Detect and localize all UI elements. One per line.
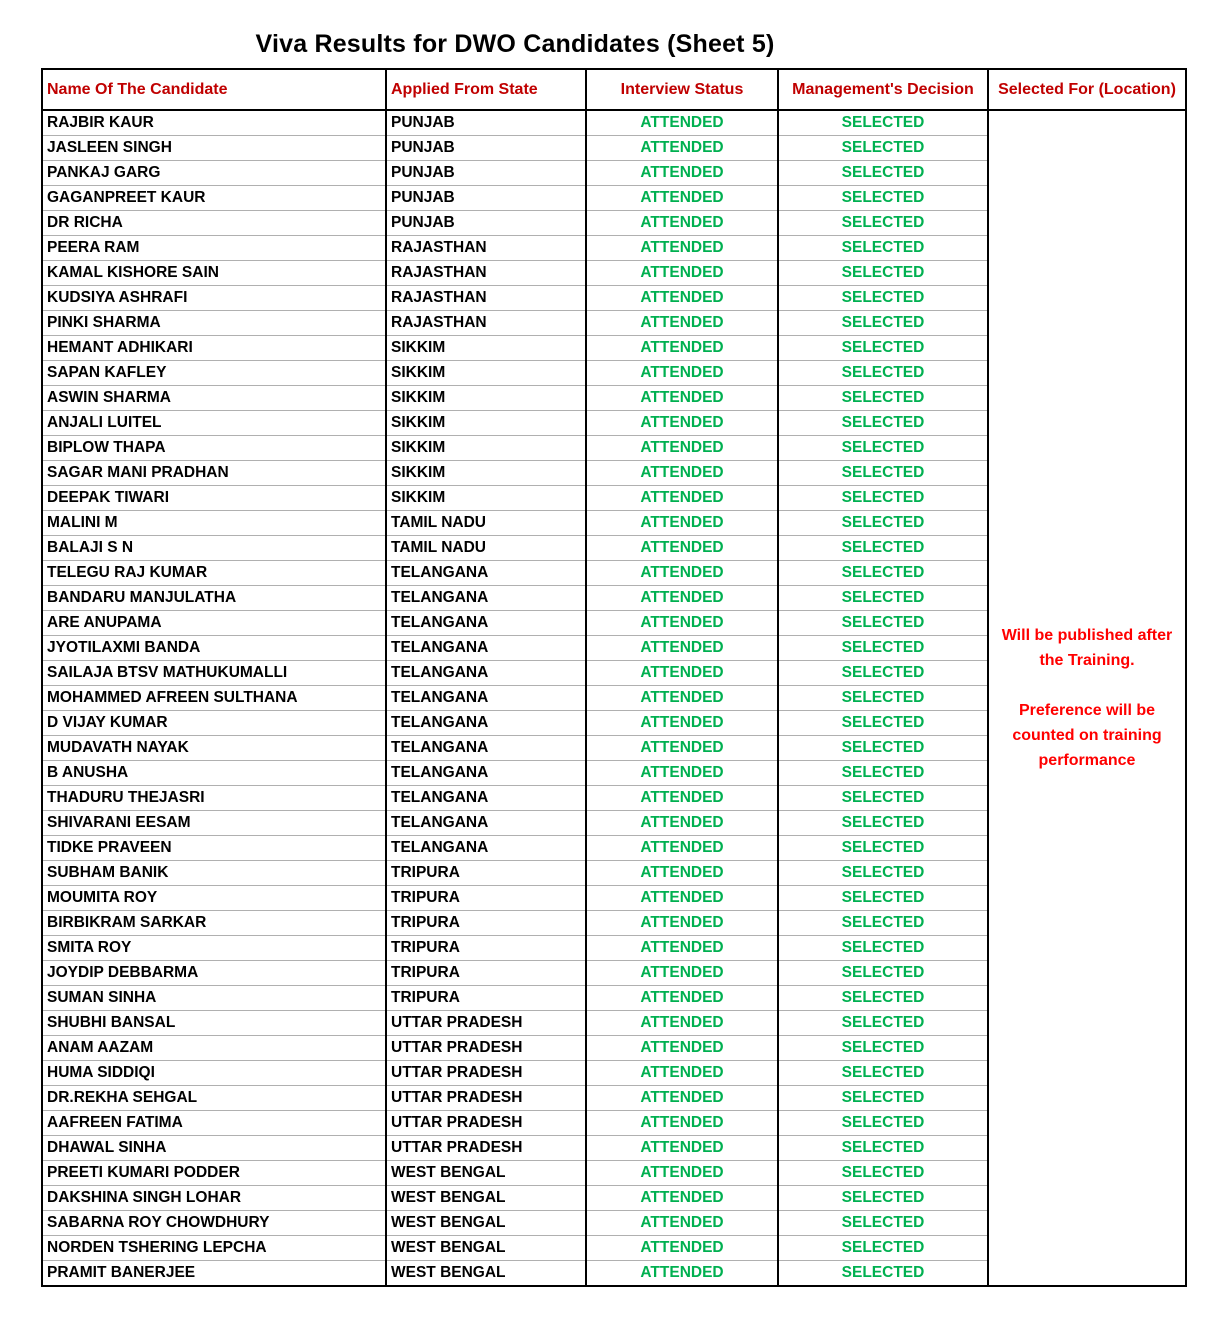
- management-decision-cell[interactable]: SELECTED: [778, 1161, 988, 1186]
- candidate-name-cell[interactable]: SAGAR MANI PRADHAN: [42, 461, 386, 486]
- interview-status-cell[interactable]: ATTENDED: [586, 361, 778, 386]
- interview-status-cell[interactable]: ATTENDED: [586, 886, 778, 911]
- interview-status-cell[interactable]: ATTENDED: [586, 986, 778, 1011]
- management-decision-cell[interactable]: SELECTED: [778, 861, 988, 886]
- candidate-name-cell[interactable]: MALINI M: [42, 511, 386, 536]
- page-title: Viva Results for DWO Candidates (Sheet 5): [255, 30, 775, 58]
- interview-status-cell[interactable]: ATTENDED: [586, 1261, 778, 1287]
- interview-status-cell[interactable]: ATTENDED: [586, 661, 778, 686]
- applied-state-cell[interactable]: TELANGANA: [386, 686, 586, 711]
- candidate-name-cell[interactable]: DR RICHA: [42, 211, 386, 236]
- table-body: [42, 110, 1186, 1286]
- interview-status-cell[interactable]: ATTENDED: [586, 186, 778, 211]
- management-decision-cell[interactable]: SELECTED: [778, 561, 988, 586]
- candidate-name-cell[interactable]: SAPAN KAFLEY: [42, 361, 386, 386]
- candidate-name-cell[interactable]: JASLEEN SINGH: [42, 136, 386, 161]
- management-decision-cell[interactable]: SELECTED: [778, 411, 988, 436]
- interview-status-cell[interactable]: ATTENDED: [586, 1111, 778, 1136]
- applied-state-cell[interactable]: TELANGANA: [386, 611, 586, 636]
- applied-state-cell[interactable]: TELANGANA: [386, 761, 586, 786]
- management-decision-cell[interactable]: SELECTED: [778, 486, 988, 511]
- applied-state-cell[interactable]: TAMIL NADU: [386, 511, 586, 536]
- applied-state-cell[interactable]: UTTAR PRADESH: [386, 1011, 586, 1036]
- table-header: [42, 69, 1186, 110]
- candidate-name-cell[interactable]: JYOTILAXMI BANDA: [42, 636, 386, 661]
- interview-status-cell[interactable]: ATTENDED: [586, 461, 778, 486]
- candidate-name-cell[interactable]: DEEPAK TIWARI: [42, 486, 386, 511]
- interview-status-cell[interactable]: ATTENDED: [586, 1236, 778, 1261]
- candidate-name-cell[interactable]: AAFREEN FATIMA: [42, 1111, 386, 1136]
- interview-status-cell[interactable]: ATTENDED: [586, 161, 778, 186]
- management-decision-cell[interactable]: SELECTED: [778, 161, 988, 186]
- candidate-name-cell[interactable]: BIRBIKRAM SARKAR: [42, 911, 386, 936]
- applied-state-cell[interactable]: WEST BENGAL: [386, 1161, 586, 1186]
- interview-status-cell[interactable]: ATTENDED: [586, 836, 778, 861]
- candidate-name-cell[interactable]: B ANUSHA: [42, 761, 386, 786]
- management-decision-cell[interactable]: SELECTED: [778, 611, 988, 636]
- candidate-name-cell[interactable]: BALAJI S N: [42, 536, 386, 561]
- interview-status-cell[interactable]: ATTENDED: [586, 911, 778, 936]
- applied-state-cell[interactable]: WEST BENGAL: [386, 1211, 586, 1236]
- candidate-name-cell[interactable]: SMITA ROY: [42, 936, 386, 961]
- applied-state-cell[interactable]: TRIPURA: [386, 936, 586, 961]
- candidate-name-cell[interactable]: PANKAJ GARG: [42, 161, 386, 186]
- interview-status-cell[interactable]: ATTENDED: [586, 711, 778, 736]
- management-decision-cell[interactable]: SELECTED: [778, 511, 988, 536]
- applied-state-cell[interactable]: TELANGANA: [386, 736, 586, 761]
- applied-state-cell[interactable]: TELANGANA: [386, 786, 586, 811]
- interview-status-cell[interactable]: ATTENDED: [586, 1136, 778, 1161]
- applied-state-cell[interactable]: TRIPURA: [386, 886, 586, 911]
- management-decision-cell[interactable]: SELECTED: [778, 461, 988, 486]
- header-management-decision[interactable]: Management's Decision: [778, 69, 988, 110]
- applied-state-cell[interactable]: TELANGANA: [386, 836, 586, 861]
- candidate-name-cell[interactable]: RAJBIR KAUR: [42, 110, 386, 136]
- selected-location-note[interactable]: [988, 110, 1186, 1286]
- management-decision-cell[interactable]: SELECTED: [778, 786, 988, 811]
- management-decision-cell[interactable]: SELECTED: [778, 1211, 988, 1236]
- applied-state-cell[interactable]: TELANGANA: [386, 811, 586, 836]
- applied-state-cell[interactable]: RAJASTHAN: [386, 236, 586, 261]
- management-decision-cell[interactable]: SELECTED: [778, 711, 988, 736]
- interview-status-cell[interactable]: ATTENDED: [586, 311, 778, 336]
- candidate-name-cell[interactable]: BIPLOW THAPA: [42, 436, 386, 461]
- applied-state-cell[interactable]: TRIPURA: [386, 986, 586, 1011]
- management-decision-cell[interactable]: SELECTED: [778, 886, 988, 911]
- management-decision-cell[interactable]: SELECTED: [778, 386, 988, 411]
- applied-state-cell[interactable]: TRIPURA: [386, 911, 586, 936]
- management-decision-cell[interactable]: SELECTED: [778, 236, 988, 261]
- management-decision-cell[interactable]: SELECTED: [778, 986, 988, 1011]
- management-decision-cell[interactable]: SELECTED: [778, 961, 988, 986]
- interview-status-cell[interactable]: ATTENDED: [586, 236, 778, 261]
- applied-state-cell[interactable]: UTTAR PRADESH: [386, 1036, 586, 1061]
- candidate-name-cell[interactable]: TELEGU RAJ KUMAR: [42, 561, 386, 586]
- candidate-name-cell[interactable]: BANDARU MANJULATHA: [42, 586, 386, 611]
- management-decision-cell[interactable]: SELECTED: [778, 1061, 988, 1086]
- candidate-name-cell[interactable]: ARE ANUPAMA: [42, 611, 386, 636]
- interview-status-cell[interactable]: ATTENDED: [586, 386, 778, 411]
- applied-state-cell[interactable]: UTTAR PRADESH: [386, 1061, 586, 1086]
- candidate-name-cell[interactable]: HEMANT ADHIKARI: [42, 336, 386, 361]
- applied-state-cell[interactable]: RAJASTHAN: [386, 261, 586, 286]
- interview-status-cell[interactable]: ATTENDED: [586, 561, 778, 586]
- applied-state-cell[interactable]: PUNJAB: [386, 136, 586, 161]
- applied-state-cell[interactable]: TRIPURA: [386, 861, 586, 886]
- header-interview-status[interactable]: Interview Status: [586, 69, 778, 110]
- management-decision-cell[interactable]: SELECTED: [778, 1011, 988, 1036]
- applied-state-cell[interactable]: TELANGANA: [386, 586, 586, 611]
- management-decision-cell[interactable]: SELECTED: [778, 336, 988, 361]
- interview-status-cell[interactable]: ATTENDED: [586, 436, 778, 461]
- applied-state-cell[interactable]: RAJASTHAN: [386, 286, 586, 311]
- header-candidate-name[interactable]: Name Of The Candidate: [42, 69, 386, 110]
- header-row: [42, 69, 1186, 110]
- management-decision-cell[interactable]: SELECTED: [778, 661, 988, 686]
- management-decision-cell[interactable]: SELECTED: [778, 1036, 988, 1061]
- candidate-name-cell[interactable]: GAGANPREET KAUR: [42, 186, 386, 211]
- header-selected-location[interactable]: Selected For (Location): [988, 69, 1186, 110]
- interview-status-cell[interactable]: ATTENDED: [586, 686, 778, 711]
- candidate-name-cell[interactable]: PREETI KUMARI PODDER: [42, 1161, 386, 1186]
- applied-state-cell[interactable]: WEST BENGAL: [386, 1261, 586, 1287]
- management-decision-cell[interactable]: SELECTED: [778, 211, 988, 236]
- applied-state-cell[interactable]: TRIPURA: [386, 961, 586, 986]
- candidate-name-cell[interactable]: PINKI SHARMA: [42, 311, 386, 336]
- interview-status-cell[interactable]: ATTENDED: [586, 961, 778, 986]
- interview-status-cell[interactable]: ATTENDED: [586, 286, 778, 311]
- management-decision-cell[interactable]: SELECTED: [778, 1111, 988, 1136]
- applied-state-cell[interactable]: SIKKIM: [386, 386, 586, 411]
- management-decision-cell[interactable]: SELECTED: [778, 136, 988, 161]
- candidate-name-cell[interactable]: KUDSIYA ASHRAFI: [42, 286, 386, 311]
- applied-state-cell[interactable]: SIKKIM: [386, 336, 586, 361]
- candidate-name-cell[interactable]: MUDAVATH NAYAK: [42, 736, 386, 761]
- candidate-name-cell[interactable]: ANAM AAZAM: [42, 1036, 386, 1061]
- management-decision-cell[interactable]: SELECTED: [778, 436, 988, 461]
- applied-state-cell[interactable]: SIKKIM: [386, 361, 586, 386]
- applied-state-cell[interactable]: UTTAR PRADESH: [386, 1111, 586, 1136]
- management-decision-cell[interactable]: SELECTED: [778, 1236, 988, 1261]
- interview-status-cell[interactable]: ATTENDED: [586, 536, 778, 561]
- candidate-name-cell[interactable]: SUBHAM BANIK: [42, 861, 386, 886]
- applied-state-cell[interactable]: PUNJAB: [386, 110, 586, 136]
- interview-status-cell[interactable]: ATTENDED: [586, 861, 778, 886]
- applied-state-cell[interactable]: PUNJAB: [386, 186, 586, 211]
- interview-status-cell[interactable]: ATTENDED: [586, 736, 778, 761]
- management-decision-cell[interactable]: SELECTED: [778, 761, 988, 786]
- table-row: [42, 110, 1186, 136]
- note-line: the Training.: [1039, 652, 1135, 669]
- applied-state-cell[interactable]: TELANGANA: [386, 711, 586, 736]
- interview-status-cell[interactable]: ATTENDED: [586, 211, 778, 236]
- candidate-name-cell[interactable]: SABARNA ROY CHOWDHURY: [42, 1211, 386, 1236]
- applied-state-cell[interactable]: PUNJAB: [386, 161, 586, 186]
- candidate-name-cell[interactable]: DR.REKHA SEHGAL: [42, 1086, 386, 1111]
- candidate-name-cell[interactable]: TIDKE PRAVEEN: [42, 836, 386, 861]
- management-decision-cell[interactable]: SELECTED: [778, 536, 988, 561]
- management-decision-cell[interactable]: SELECTED: [778, 686, 988, 711]
- interview-status-cell[interactable]: ATTENDED: [586, 136, 778, 161]
- interview-status-cell[interactable]: ATTENDED: [586, 1086, 778, 1111]
- applied-state-cell[interactable]: PUNJAB: [386, 211, 586, 236]
- management-decision-cell[interactable]: SELECTED: [778, 361, 988, 386]
- note-line: Will be published after: [1001, 627, 1173, 644]
- applied-state-cell[interactable]: RAJASTHAN: [386, 311, 586, 336]
- interview-status-cell[interactable]: ATTENDED: [586, 786, 778, 811]
- management-decision-cell[interactable]: SELECTED: [778, 110, 988, 136]
- candidate-name-cell[interactable]: MOUMITA ROY: [42, 886, 386, 911]
- candidate-name-cell[interactable]: DHAWAL SINHA: [42, 1136, 386, 1161]
- interview-status-cell[interactable]: ATTENDED: [586, 811, 778, 836]
- interview-status-cell[interactable]: ATTENDED: [586, 1186, 778, 1211]
- management-decision-cell[interactable]: SELECTED: [778, 1186, 988, 1211]
- interview-status-cell[interactable]: ATTENDED: [586, 611, 778, 636]
- applied-state-cell[interactable]: UTTAR PRADESH: [386, 1086, 586, 1111]
- interview-status-cell[interactable]: ATTENDED: [586, 511, 778, 536]
- management-decision-cell[interactable]: SELECTED: [778, 586, 988, 611]
- management-decision-cell[interactable]: SELECTED: [778, 286, 988, 311]
- candidate-name-cell[interactable]: NORDEN TSHERING LEPCHA: [42, 1236, 386, 1261]
- management-decision-cell[interactable]: SELECTED: [778, 636, 988, 661]
- header-applied-state[interactable]: Applied From State: [386, 69, 586, 110]
- results-table: [41, 68, 1187, 1287]
- candidate-name-cell[interactable]: HUMA SIDDIQI: [42, 1061, 386, 1086]
- management-decision-cell[interactable]: SELECTED: [778, 911, 988, 936]
- management-decision-cell[interactable]: SELECTED: [778, 836, 988, 861]
- management-decision-cell[interactable]: SELECTED: [778, 1086, 988, 1111]
- applied-state-cell[interactable]: SIKKIM: [386, 461, 586, 486]
- candidate-name-cell[interactable]: ASWIN SHARMA: [42, 386, 386, 411]
- interview-status-cell[interactable]: ATTENDED: [586, 936, 778, 961]
- candidate-name-cell[interactable]: MOHAMMED AFREEN SULTHANA: [42, 686, 386, 711]
- applied-state-cell[interactable]: TAMIL NADU: [386, 536, 586, 561]
- candidate-name-cell[interactable]: SUMAN SINHA: [42, 986, 386, 1011]
- interview-status-cell[interactable]: ATTENDED: [586, 636, 778, 661]
- applied-state-cell[interactable]: TELANGANA: [386, 661, 586, 686]
- interview-status-cell[interactable]: ATTENDED: [586, 261, 778, 286]
- applied-state-cell[interactable]: SIKKIM: [386, 411, 586, 436]
- applied-state-cell[interactable]: TELANGANA: [386, 636, 586, 661]
- candidate-name-cell[interactable]: D VIJAY KUMAR: [42, 711, 386, 736]
- candidate-name-cell[interactable]: PEERA RAM: [42, 236, 386, 261]
- candidate-name-cell[interactable]: ANJALI LUITEL: [42, 411, 386, 436]
- management-decision-cell[interactable]: SELECTED: [778, 311, 988, 336]
- management-decision-cell[interactable]: SELECTED: [778, 261, 988, 286]
- candidate-name-cell[interactable]: SHIVARANI EESAM: [42, 811, 386, 836]
- candidate-name-cell[interactable]: SHUBHI BANSAL: [42, 1011, 386, 1036]
- applied-state-cell[interactable]: WEST BENGAL: [386, 1236, 586, 1261]
- candidate-name-cell[interactable]: THADURU THEJASRI: [42, 786, 386, 811]
- applied-state-cell[interactable]: SIKKIM: [386, 486, 586, 511]
- interview-status-cell[interactable]: ATTENDED: [586, 336, 778, 361]
- management-decision-cell[interactable]: SELECTED: [778, 1136, 988, 1161]
- applied-state-cell[interactable]: TELANGANA: [386, 561, 586, 586]
- applied-state-cell[interactable]: UTTAR PRADESH: [386, 1136, 586, 1161]
- note-spacer: [993, 673, 1181, 698]
- candidate-name-cell[interactable]: PRAMIT BANERJEE: [42, 1261, 386, 1287]
- management-decision-cell[interactable]: SELECTED: [778, 736, 988, 761]
- management-decision-cell[interactable]: SELECTED: [778, 186, 988, 211]
- interview-status-cell[interactable]: ATTENDED: [586, 1161, 778, 1186]
- interview-status-cell[interactable]: ATTENDED: [586, 110, 778, 136]
- candidate-name-cell[interactable]: JOYDIP DEBBARMA: [42, 961, 386, 986]
- note-line: Preference will be: [1018, 702, 1156, 719]
- candidate-name-cell[interactable]: SAILAJA BTSV MATHUKUMALLI: [42, 661, 386, 686]
- note-line: performance: [1038, 752, 1136, 769]
- note-line: counted on training: [1012, 727, 1162, 744]
- interview-status-cell[interactable]: ATTENDED: [586, 486, 778, 511]
- management-decision-cell[interactable]: SELECTED: [778, 811, 988, 836]
- management-decision-cell[interactable]: SELECTED: [778, 936, 988, 961]
- interview-status-cell[interactable]: ATTENDED: [586, 1011, 778, 1036]
- candidate-name-cell[interactable]: KAMAL KISHORE SAIN: [42, 261, 386, 286]
- interview-status-cell[interactable]: ATTENDED: [586, 411, 778, 436]
- interview-status-cell[interactable]: ATTENDED: [586, 586, 778, 611]
- interview-status-cell[interactable]: ATTENDED: [586, 1036, 778, 1061]
- candidate-name-cell[interactable]: DAKSHINA SINGH LOHAR: [42, 1186, 386, 1211]
- interview-status-cell[interactable]: ATTENDED: [586, 1061, 778, 1086]
- applied-state-cell[interactable]: SIKKIM: [386, 436, 586, 461]
- interview-status-cell[interactable]: ATTENDED: [586, 761, 778, 786]
- applied-state-cell[interactable]: WEST BENGAL: [386, 1186, 586, 1211]
- interview-status-cell[interactable]: ATTENDED: [586, 1211, 778, 1236]
- management-decision-cell[interactable]: SELECTED: [778, 1261, 988, 1287]
